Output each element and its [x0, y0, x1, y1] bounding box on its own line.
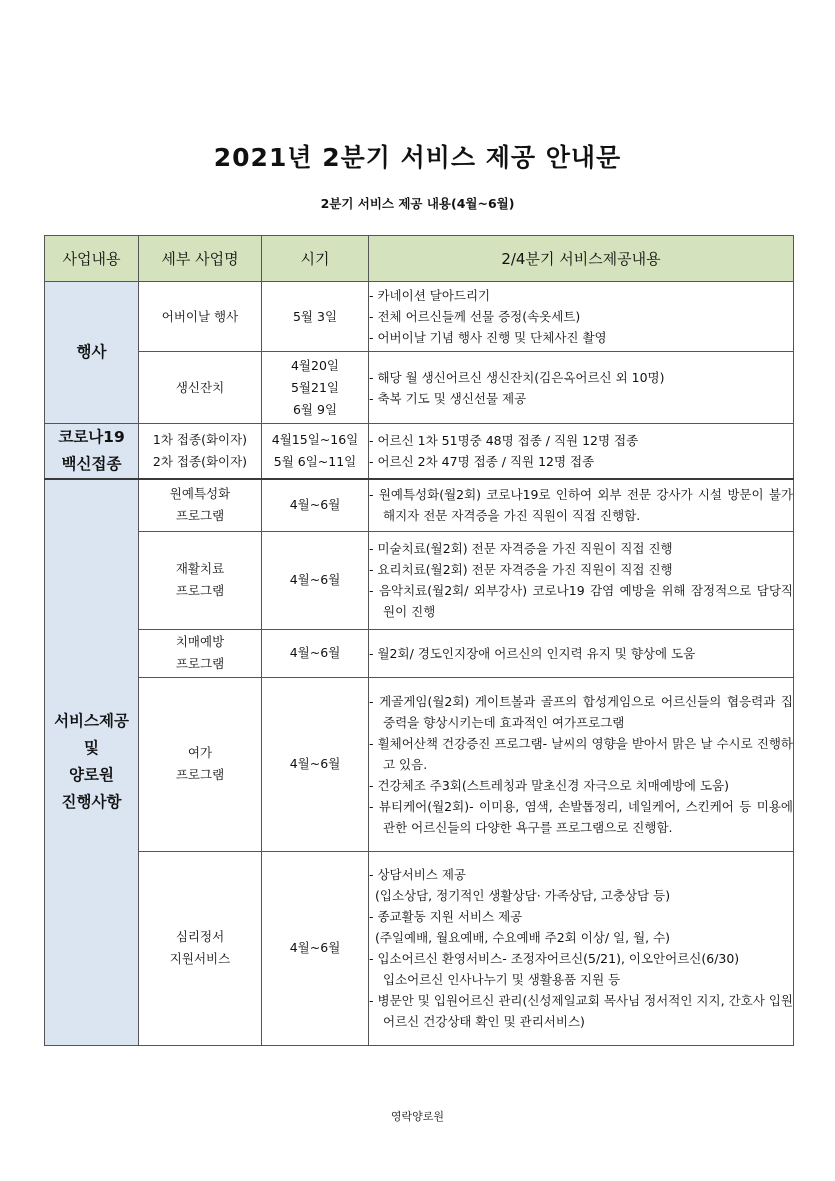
- content-cell: [369, 851, 794, 1045]
- content-item: - 월2회/ 경도인지장애 어르신의 인지력 유지 및 향상에 도움: [369, 645, 696, 661]
- category-label-line: 코로나19: [58, 428, 125, 446]
- period-line: 5월 6일~11일: [273, 454, 357, 469]
- program-name-line: 프로그램: [175, 583, 225, 598]
- period-cell: [262, 282, 369, 352]
- content-item: - 원예특성화(월2회) 코로나19로 인하여 외부 전문 강사가 시설 방문이 불가해지자 전문 자격증을 가진 직원이 직접 진행함.: [369, 487, 793, 524]
- period-line: 4월15일~16일: [271, 432, 359, 447]
- period-cell: [262, 424, 369, 480]
- category-label-line: 진행사항: [61, 793, 122, 812]
- program-name-line: 2차 접종(화이자): [152, 454, 248, 469]
- table-row: [45, 677, 794, 851]
- program-name-cell: [139, 424, 262, 480]
- content-item: - 전체 어르신들께 선물 증정(속옷세트): [369, 309, 581, 324]
- program-name-line: 원예특성화: [169, 486, 231, 502]
- program-name-line: 여가: [187, 745, 213, 760]
- content-item: (입소상담, 정기적인 생활상담· 가족상담, 고충상담 등): [375, 888, 671, 903]
- table-row: [45, 629, 794, 677]
- program-name-line: 1차 접종(화이자): [152, 432, 248, 447]
- period-cell: [262, 352, 369, 424]
- content-item: - 카네이션 달아드리기: [369, 288, 491, 303]
- period-cell: [262, 851, 369, 1045]
- content-item: - 음악치료(월2회/ 외부강사) 코로나19 감염 예방을 위해 잠정적으로 담당직원이 진행: [369, 583, 793, 619]
- period-line: 4월~6월: [289, 756, 341, 771]
- period-line: 4월20일: [290, 357, 339, 373]
- table-row: [45, 479, 794, 531]
- program-name-line: 어버이날 행사: [161, 308, 239, 324]
- category-cell: [45, 282, 139, 424]
- content-item: - 병문안 및 입원어르신 관리(신성제일교회 목사님 정서적인 지지, 간호사 입원어르신 건강상태 확인 및 관리서비스): [369, 993, 793, 1029]
- table-row: [45, 531, 794, 629]
- period-line: 4월~6월: [289, 497, 341, 513]
- footer-org-name: 영락양로원: [390, 1110, 445, 1123]
- table-row: [45, 851, 794, 1045]
- program-name-cell: [139, 352, 262, 424]
- content-cell: [369, 629, 794, 677]
- table-row: [45, 282, 794, 352]
- content-item: - 게골게임(월2회) 게이트볼과 골프의 합성게임으로 어르신들의 협응력과 집중력을 향상시키는데 효과적인 여가프로그램: [369, 693, 793, 730]
- content-cell: [369, 531, 794, 629]
- content-item: - 미술치료(월2회) 전문 자격증을 가진 직원이 직접 진행: [369, 541, 673, 556]
- category-label-line: 행사: [76, 343, 107, 361]
- program-name-line: 프로그램: [175, 656, 225, 671]
- category-cell: [45, 424, 139, 480]
- program-name-line: 프로그램: [175, 767, 225, 782]
- content-item: - 어버이날 기념 행사 진행 및 단체사진 촬영: [369, 330, 607, 345]
- category-label-line: 백신접종: [61, 455, 122, 473]
- content-item: - 어르신 1차 51명중 48명 접종 / 직원 12명 접종: [369, 433, 639, 448]
- period-line: 6월 9일: [292, 401, 338, 417]
- period-cell: [262, 531, 369, 629]
- content-cell: [369, 352, 794, 424]
- header-content: 2/4분기 서비스제공내용: [369, 236, 794, 282]
- program-name-cell: [139, 851, 262, 1045]
- program-name-line: 프로그램: [175, 508, 225, 524]
- program-name-cell: [139, 629, 262, 677]
- category-label-line: 서비스제공: [54, 712, 129, 731]
- period-line: 4월~6월: [289, 940, 341, 955]
- period-cell: [262, 677, 369, 851]
- header-category: 사업내용: [45, 236, 139, 282]
- content-item: - 종교활동 지원 서비스 제공: [369, 909, 523, 924]
- table-row: [45, 352, 794, 424]
- table-body: [45, 282, 794, 1046]
- program-name-cell: [139, 531, 262, 629]
- content-item: - 입소어르신 환영서비스- 조정자어르신(5/21), 이오안어르신(6/30): [369, 951, 740, 966]
- content-item: 입소어르신 인사나누기 및 생활용품 지원 등: [383, 972, 621, 987]
- header-period: 시기: [262, 236, 369, 282]
- content-item: - 뷰티케어(월2회)- 이미용, 염색, 손발톱정리, 네일케어, 스킨케어 등 미용에 관한 어르신들의 다양한 욕구를 프로그램으로 진행함.: [369, 798, 793, 835]
- program-name-line: 생신잔치: [175, 379, 225, 395]
- table-header-row: [45, 236, 794, 282]
- content-item: - 해당 월 생신어르신 생신잔치(김은옥어르신 외 10명): [369, 369, 665, 385]
- content-item: - 건강체조 주3회(스트레칭과 말초신경 자극으로 치매예방에 도움): [369, 777, 730, 793]
- period-cell: [262, 479, 369, 531]
- program-name-cell: [139, 677, 262, 851]
- content-item: (주일예배, 월요예배, 수요예배 주2회 이상/ 일, 월, 수): [375, 930, 671, 945]
- period-cell: [262, 629, 369, 677]
- period-line: 5월21일: [290, 379, 339, 395]
- period-line: 4월~6월: [289, 645, 341, 660]
- service-table: [44, 235, 794, 1046]
- period-line: 4월~6월: [289, 572, 341, 587]
- program-name-line: 치매예방: [175, 634, 225, 649]
- header-program-name: 세부 사업명: [139, 236, 262, 282]
- content-item: - 요리치료(월2회) 전문 자격증을 가진 직원이 직접 진행: [369, 562, 673, 577]
- content-cell: [369, 424, 794, 480]
- program-name-cell: [139, 282, 262, 352]
- content-cell: [369, 282, 794, 352]
- program-name-line: 재활치료: [175, 561, 225, 576]
- content-cell: [369, 677, 794, 851]
- period-line: 5월 3일: [292, 308, 338, 324]
- category-label-line: 및: [84, 739, 99, 758]
- category-cell: [45, 479, 139, 1045]
- content-item: - 어르신 2차 47명 접종 / 직원 12명 접종: [369, 454, 595, 469]
- program-name-line: 심리정서: [175, 929, 225, 944]
- category-label-line: 양로원: [69, 766, 114, 785]
- document-title: 2021년 2분기 서비스 제공 안내문: [213, 143, 622, 172]
- program-name-cell: [139, 479, 262, 531]
- content-item: - 축복 기도 및 생신선물 제공: [369, 390, 527, 406]
- document-subtitle: 2분기 서비스 제공 내용(4월~6월): [320, 196, 515, 211]
- program-name-line: 지원서비스: [169, 951, 231, 966]
- content-cell: [369, 479, 794, 531]
- content-item: - 휠체어산책 건강증진 프로그램- 날씨의 영향을 받아서 맑은 날 수시로 진행하고 있음.: [369, 735, 793, 772]
- table-row: [45, 424, 794, 480]
- content-item: - 상담서비스 제공: [369, 867, 466, 882]
